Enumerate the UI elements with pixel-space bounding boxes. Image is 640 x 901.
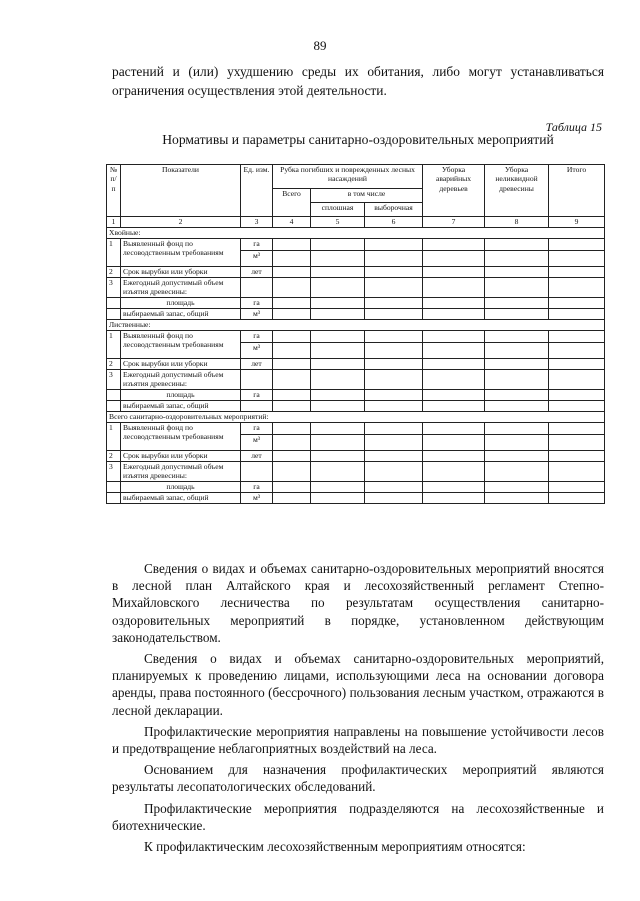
value-cell	[423, 462, 485, 482]
page-number: 89	[313, 38, 327, 53]
row-label: Выявленный фонд по лесоводственным требованиям	[121, 423, 241, 451]
value-cell	[549, 267, 605, 278]
value-cell	[273, 482, 311, 493]
value-cell	[423, 278, 485, 298]
value-cell	[365, 359, 423, 370]
row-unit: га	[241, 298, 273, 309]
value-cell	[273, 331, 311, 343]
value-cell	[423, 298, 485, 309]
paragraph: Сведения о видах и объемах санитарно-оздоровительных мероприятий вносятся в лесной план Алтайского края и лесохозяйственный регламент Степно-Михайловского лесничества по результатам осуществления санитарно-оздоровительных мероприятий в порядке, установленном действующим законодательством.	[112, 561, 604, 645]
row-number	[107, 298, 121, 309]
value-cell	[423, 451, 485, 462]
row-unit: га	[241, 331, 273, 343]
row-unit: лет	[241, 267, 273, 278]
value-cell	[365, 493, 423, 504]
value-cell	[365, 451, 423, 462]
value-cell	[273, 267, 311, 278]
row-unit: га	[241, 482, 273, 493]
value-cell	[485, 359, 549, 370]
value-cell	[311, 359, 365, 370]
row-number: 1	[107, 239, 121, 267]
row-number: 2	[107, 359, 121, 370]
value-cell	[311, 435, 365, 451]
row-number: 3	[107, 462, 121, 482]
column-number: 7	[423, 217, 485, 228]
value-cell	[549, 493, 605, 504]
column-number: 1	[107, 217, 121, 228]
row-number: 2	[107, 267, 121, 278]
value-cell	[311, 423, 365, 435]
row-unit: лет	[241, 451, 273, 462]
row-label: площадь	[121, 298, 241, 309]
row-label: Ежегодный допустимый объем изъятия древесины:	[121, 278, 241, 298]
row-unit: м³	[241, 309, 273, 320]
value-cell	[485, 370, 549, 390]
value-cell	[273, 390, 311, 401]
value-cell	[549, 390, 605, 401]
header-num: № п/ п	[107, 165, 121, 217]
value-cell	[549, 251, 605, 267]
value-cell	[485, 331, 549, 343]
value-cell	[485, 298, 549, 309]
value-cell	[311, 251, 365, 267]
value-cell	[365, 370, 423, 390]
value-cell	[273, 309, 311, 320]
value-cell	[485, 493, 549, 504]
row-label: Ежегодный допустимый объем изъятия древесины:	[121, 370, 241, 390]
row-number: 1	[107, 423, 121, 451]
row-unit	[241, 462, 273, 482]
value-cell	[365, 390, 423, 401]
header-emergency: Уборка аварийных деревьев	[423, 165, 485, 217]
value-cell	[423, 370, 485, 390]
value-cell	[365, 401, 423, 412]
paragraph: К профилактическим лесохозяйственным мероприятиям относятся:	[144, 839, 526, 855]
header-unit: Ед. изм.	[241, 165, 273, 217]
row-unit: м³	[241, 493, 273, 504]
row-unit: м³	[241, 435, 273, 451]
value-cell	[311, 343, 365, 359]
row-label: Срок вырубки или уборки	[121, 359, 241, 370]
value-cell	[485, 401, 549, 412]
header-selective: выборочная	[365, 203, 423, 217]
paragraph: Основанием для назначения профилактических мероприятий являются результаты лесопатологических обследований.	[112, 762, 604, 795]
value-cell	[273, 298, 311, 309]
value-cell	[549, 298, 605, 309]
value-cell	[549, 401, 605, 412]
value-cell	[365, 309, 423, 320]
column-number: 2	[121, 217, 241, 228]
value-cell	[273, 401, 311, 412]
row-unit: га	[241, 423, 273, 435]
value-cell	[549, 482, 605, 493]
column-number: 6	[365, 217, 423, 228]
value-cell	[549, 370, 605, 390]
row-number: 2	[107, 451, 121, 462]
value-cell	[311, 370, 365, 390]
row-label: площадь	[121, 390, 241, 401]
row-label: Ежегодный допустимый объем изъятия древесины:	[121, 462, 241, 482]
value-cell	[549, 423, 605, 435]
row-number	[107, 390, 121, 401]
header-clear: сплошная	[311, 203, 365, 217]
value-cell	[423, 401, 485, 412]
value-cell	[423, 239, 485, 251]
row-label: выбираемый запас, общий	[121, 493, 241, 504]
value-cell	[273, 370, 311, 390]
value-cell	[273, 462, 311, 482]
row-unit: га	[241, 390, 273, 401]
value-cell	[273, 423, 311, 435]
value-cell	[273, 359, 311, 370]
value-cell	[549, 462, 605, 482]
row-unit: лет	[241, 359, 273, 370]
value-cell	[311, 278, 365, 298]
value-cell	[485, 278, 549, 298]
header-sum: Итого	[549, 165, 605, 217]
row-unit: м³	[241, 343, 273, 359]
value-cell	[273, 435, 311, 451]
group-title: Лиственные:	[107, 320, 605, 331]
value-cell	[365, 423, 423, 435]
intro-paragraph: растений и (или) ухудшению среды их обитания, либо могут устанавливаться ограничения осуществления этой деятельности.	[112, 64, 604, 98]
value-cell	[549, 435, 605, 451]
value-cell	[549, 239, 605, 251]
value-cell	[485, 451, 549, 462]
row-label: Срок вырубки или уборки	[121, 451, 241, 462]
value-cell	[311, 239, 365, 251]
value-cell	[485, 435, 549, 451]
value-cell	[365, 435, 423, 451]
paragraph: Профилактические мероприятия направлены на повышение устойчивости лесов и предотвращение неблагоприятных воздействий на леса.	[112, 723, 604, 757]
row-number: 3	[107, 370, 121, 390]
value-cell	[423, 267, 485, 278]
value-cell	[423, 390, 485, 401]
value-cell	[365, 482, 423, 493]
value-cell	[311, 390, 365, 401]
value-cell	[549, 451, 605, 462]
row-unit	[241, 370, 273, 390]
row-number	[107, 482, 121, 493]
row-number	[107, 401, 121, 412]
row-label: Выявленный фонд по лесоводственным требованиям	[121, 239, 241, 267]
paragraph: Сведения о видах и объемах санитарно-оздоровительных мероприятий, планируемых к проведению лицами, использующими леса на основании договора аренды, права постоянного (бессрочного) пользования лесным участком, отражаются в лесной декларации.	[112, 651, 604, 718]
norms-table	[106, 164, 605, 504]
value-cell	[485, 309, 549, 320]
value-cell	[365, 239, 423, 251]
value-cell	[485, 482, 549, 493]
column-number: 8	[485, 217, 549, 228]
value-cell	[273, 451, 311, 462]
row-unit: м³	[241, 251, 273, 267]
value-cell	[549, 278, 605, 298]
value-cell	[485, 251, 549, 267]
value-cell	[485, 239, 549, 251]
group-title: Хвойные:	[107, 228, 605, 239]
value-cell	[311, 451, 365, 462]
value-cell	[423, 309, 485, 320]
value-cell	[273, 343, 311, 359]
value-cell	[365, 267, 423, 278]
row-label: площадь	[121, 482, 241, 493]
table-label: Таблица 15	[545, 120, 602, 134]
value-cell	[423, 435, 485, 451]
value-cell	[311, 309, 365, 320]
row-label: выбираемый запас, общий	[121, 401, 241, 412]
header-illiquid: Уборка неликвидной древесины	[485, 165, 549, 217]
paragraph: Профилактические мероприятия подразделяются на лесохозяйственные и биотехнические.	[112, 800, 604, 833]
value-cell	[485, 390, 549, 401]
value-cell	[365, 278, 423, 298]
row-unit: га	[241, 239, 273, 251]
value-cell	[365, 331, 423, 343]
column-number: 3	[241, 217, 273, 228]
table-title: Нормативы и параметры санитарно-оздоровительных мероприятий	[162, 132, 554, 147]
value-cell	[549, 359, 605, 370]
row-number	[107, 493, 121, 504]
value-cell	[311, 267, 365, 278]
row-number: 1	[107, 331, 121, 359]
value-cell	[365, 298, 423, 309]
group-title: Всего санитарно-оздоровительных мероприятий:	[107, 412, 605, 423]
value-cell	[311, 401, 365, 412]
header-including: в том числе	[311, 189, 423, 203]
row-unit	[241, 278, 273, 298]
value-cell	[311, 298, 365, 309]
column-number: 5	[311, 217, 365, 228]
value-cell	[423, 482, 485, 493]
value-cell	[423, 359, 485, 370]
column-number: 4	[273, 217, 311, 228]
value-cell	[273, 251, 311, 267]
value-cell	[423, 423, 485, 435]
header-total: Всего	[273, 189, 311, 217]
value-cell	[549, 331, 605, 343]
value-cell	[311, 462, 365, 482]
column-number: 9	[549, 217, 605, 228]
value-cell	[365, 462, 423, 482]
row-label: Срок вырубки или уборки	[121, 267, 241, 278]
row-number	[107, 309, 121, 320]
value-cell	[365, 251, 423, 267]
value-cell	[423, 331, 485, 343]
row-label: Выявленный фонд по лесоводственным требованиям	[121, 331, 241, 359]
header-felling: Рубка погибших и поврежденных лесных насаждений	[273, 165, 423, 189]
body-text	[112, 560, 604, 859]
value-cell	[311, 493, 365, 504]
value-cell	[273, 278, 311, 298]
value-cell	[311, 331, 365, 343]
value-cell	[365, 343, 423, 359]
value-cell	[423, 251, 485, 267]
value-cell	[485, 343, 549, 359]
value-cell	[423, 343, 485, 359]
header-indicators: Показатели	[121, 165, 241, 217]
value-cell	[549, 309, 605, 320]
value-cell	[549, 343, 605, 359]
value-cell	[311, 482, 365, 493]
value-cell	[273, 239, 311, 251]
value-cell	[485, 462, 549, 482]
row-label: выбираемый запас, общий	[121, 309, 241, 320]
row-number: 3	[107, 278, 121, 298]
value-cell	[485, 267, 549, 278]
value-cell	[273, 493, 311, 504]
value-cell	[485, 423, 549, 435]
row-unit	[241, 401, 273, 412]
value-cell	[423, 493, 485, 504]
